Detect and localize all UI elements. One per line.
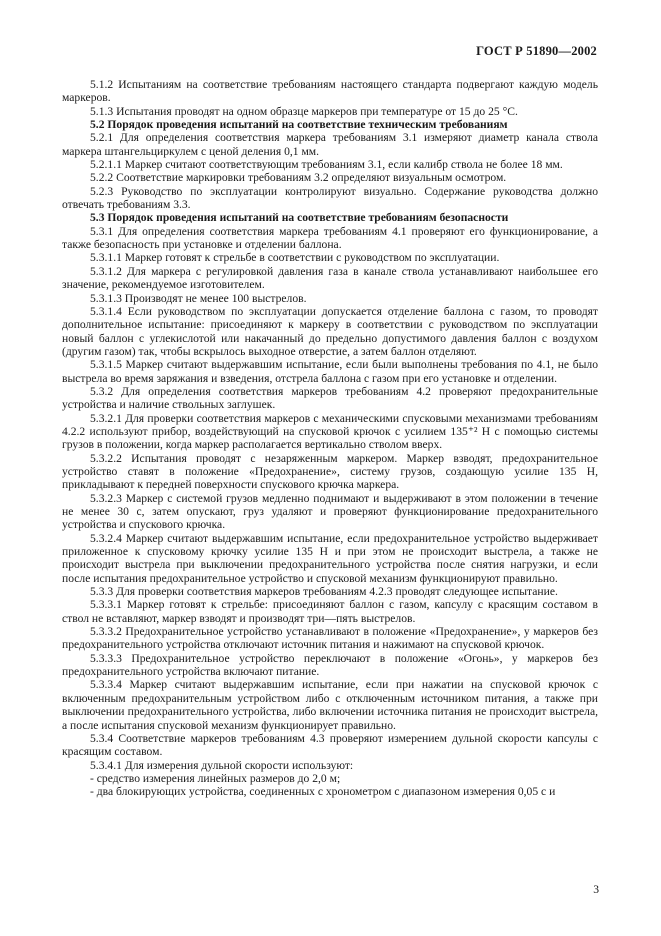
paragraph: 5.3.4 Соответствие маркеров требованиям 4.3 проверяют измерением дульной скорости капсулы с красящим составом. <box>62 731 598 759</box>
paragraph: 5.3.1 Для определения соответствия маркера требованиям 4.1 проверяют его функционирование, а также безопасность при установке и отделении баллона. <box>62 224 598 252</box>
paragraph: 5.3.2.3 Маркер с системой грузов медленно поднимают и выдерживают в этом положении в течение не менее 30 с, затем опускают, груз удаляют и проверяют функционирование предохранительного устройства и спускового крючка. <box>62 491 598 532</box>
section-heading: 5.3 Порядок проведения испытаний на соответствие требованиям безопасности <box>90 211 509 225</box>
paragraph: 5.3.1.5 Маркер считают выдержавшим испытание, если были выполнены требования по 4.1, не было выстрела во время заряжания и взведения, отстрела баллона с газом при его установке и отделении. <box>62 358 598 385</box>
paragraph: 5.3.2.4 Маркер считают выдержавшим испытание, если предохранительное устройство выдерживает приложенное к спусковому крючку усилие 135 Н и при этом не происходит выстрела, а также не происходит выстрела при выключении предохранительного устройства после снятия нагрузки, и если после испытания предохранительное устройство и спусковой механизм функционируют правильно. <box>62 531 598 585</box>
paragraph: 5.1.3 Испытания проводят на одном образце маркеров при температуре от 15 до 25 °С. <box>90 104 518 118</box>
paragraph: 5.1.2 Испытаниям на соответствие требованиям настоящего стандарта подвергают каждую модель маркеров. <box>62 78 598 105</box>
paragraph: 5.3.2.1 Для проверки соответствия маркеров с механическими спусковыми механизмами требованиям 4.2.2 используют прибор, воздействующий на спусковой крючок с усилием 135⁺² Н с помощью системы грузов в положении, когда маркер располагается вертикально стволом вверх. <box>62 411 598 452</box>
page-number: 3 <box>593 883 599 896</box>
document-body <box>62 78 598 799</box>
paragraph: 5.2.3 Руководство по эксплуатации контролируют визуально. Содержание руководства должно отвечать требованиям 3.3. <box>62 184 598 212</box>
paragraph: 5.3.3.3 Предохранительное устройство переключают в положение «Огонь», у маркеров без предохранительного устройства включают питание. <box>62 651 598 679</box>
paragraph: 5.3.3 Для проверки соответствия маркеров требованиям 4.2.3 проводят следующее испытание. <box>90 585 558 599</box>
paragraph: 5.3.1.2 Для маркера с регулировкой давления газа в канале ствола устанавливают наибольшее его значение, рекомендуемое изготовителем. <box>62 264 598 292</box>
paragraph: 5.3.4.1 Для измерения дульной скорости используют: <box>90 758 354 772</box>
paragraph: - два блокирующих устройства, соединенных с хронометром с диапазоном измерения 0,05 с и <box>90 785 556 799</box>
paragraph: 5.3.2.2 Испытания проводят с незаряженным маркером. Маркер взводят, предохранительное устройство ставят в положение «Предохранение», систему грузов, создающую усилие 135 Н, прикладывают к передней поверхности спускового крючка маркера. <box>62 451 598 492</box>
paragraph: 5.2.1 Для определения соответствия маркера требованиям 3.1 измеряют диаметр канала ствола маркера штангельциркулем с ценой деления 0,1 мм. <box>62 131 598 158</box>
paragraph: 5.3.1.3 Производят не менее 100 выстрелов. <box>90 291 307 305</box>
standard-number: ГОСТ Р 51890—2002 <box>476 44 597 58</box>
paragraph: 5.3.3.1 Маркер готовят к стрельбе: присоединяют баллон с газом, капсулу с красящим составом в ствол не вставляют, маркер взводят и производят три—пять выстрелов. <box>62 598 598 625</box>
paragraph: 5.3.2 Для определения соответствия маркеров требованиям 4.2 проверяют предохранительные устройства и наличие ствольных заглушек. <box>62 384 598 412</box>
paragraph: 5.3.3.2 Предохранительное устройство устанавливают в положение «Предохранение», у маркеров без предохранительного устройства отключают источник питания и нажимают на спусковой крючок. <box>62 625 598 652</box>
paragraph: 5.2.2 Соответствие маркировки требованиям 3.2 определяют визуальным осмотром. <box>90 171 507 185</box>
paragraph: 5.3.1.1 Маркер готовят к стрельбе в соответствии с руководством по эксплуатации. <box>90 251 500 265</box>
paragraph: - средство измерения линейных размеров до 2,0 м; <box>90 771 341 785</box>
paragraph: 5.3.1.4 Если руководством по эксплуатации допускается отделение баллона с газом, то проводят дополнительное испытание: присоединяют к маркеру в соответствии с руководством по эксплуатации новый баллон с углекислотой или накачанный до предельно допустимого давления баллон с воздухом (другим газом) так, чтобы вскрылось выходное отверстие, а затем баллон отделяют. <box>62 304 598 358</box>
section-heading: 5.2 Порядок проведения испытаний на соответствие техническим требованиям <box>90 118 508 132</box>
paragraph: 5.3.3.4 Маркер считают выдержавшим испытание, если при нажатии на спусковой крючок с включенным предохранительным устройством либо с отключенным источником питания, а также при выключении предохранительного устройства, либо включении источника питания не происходит выстрела, а после испытания спусковой механизм функционирует правильно. <box>62 678 598 732</box>
paragraph: 5.2.1.1 Маркер считают соответствующим требованиям 3.1, если калибр ствола не более 18 мм. <box>90 158 563 172</box>
